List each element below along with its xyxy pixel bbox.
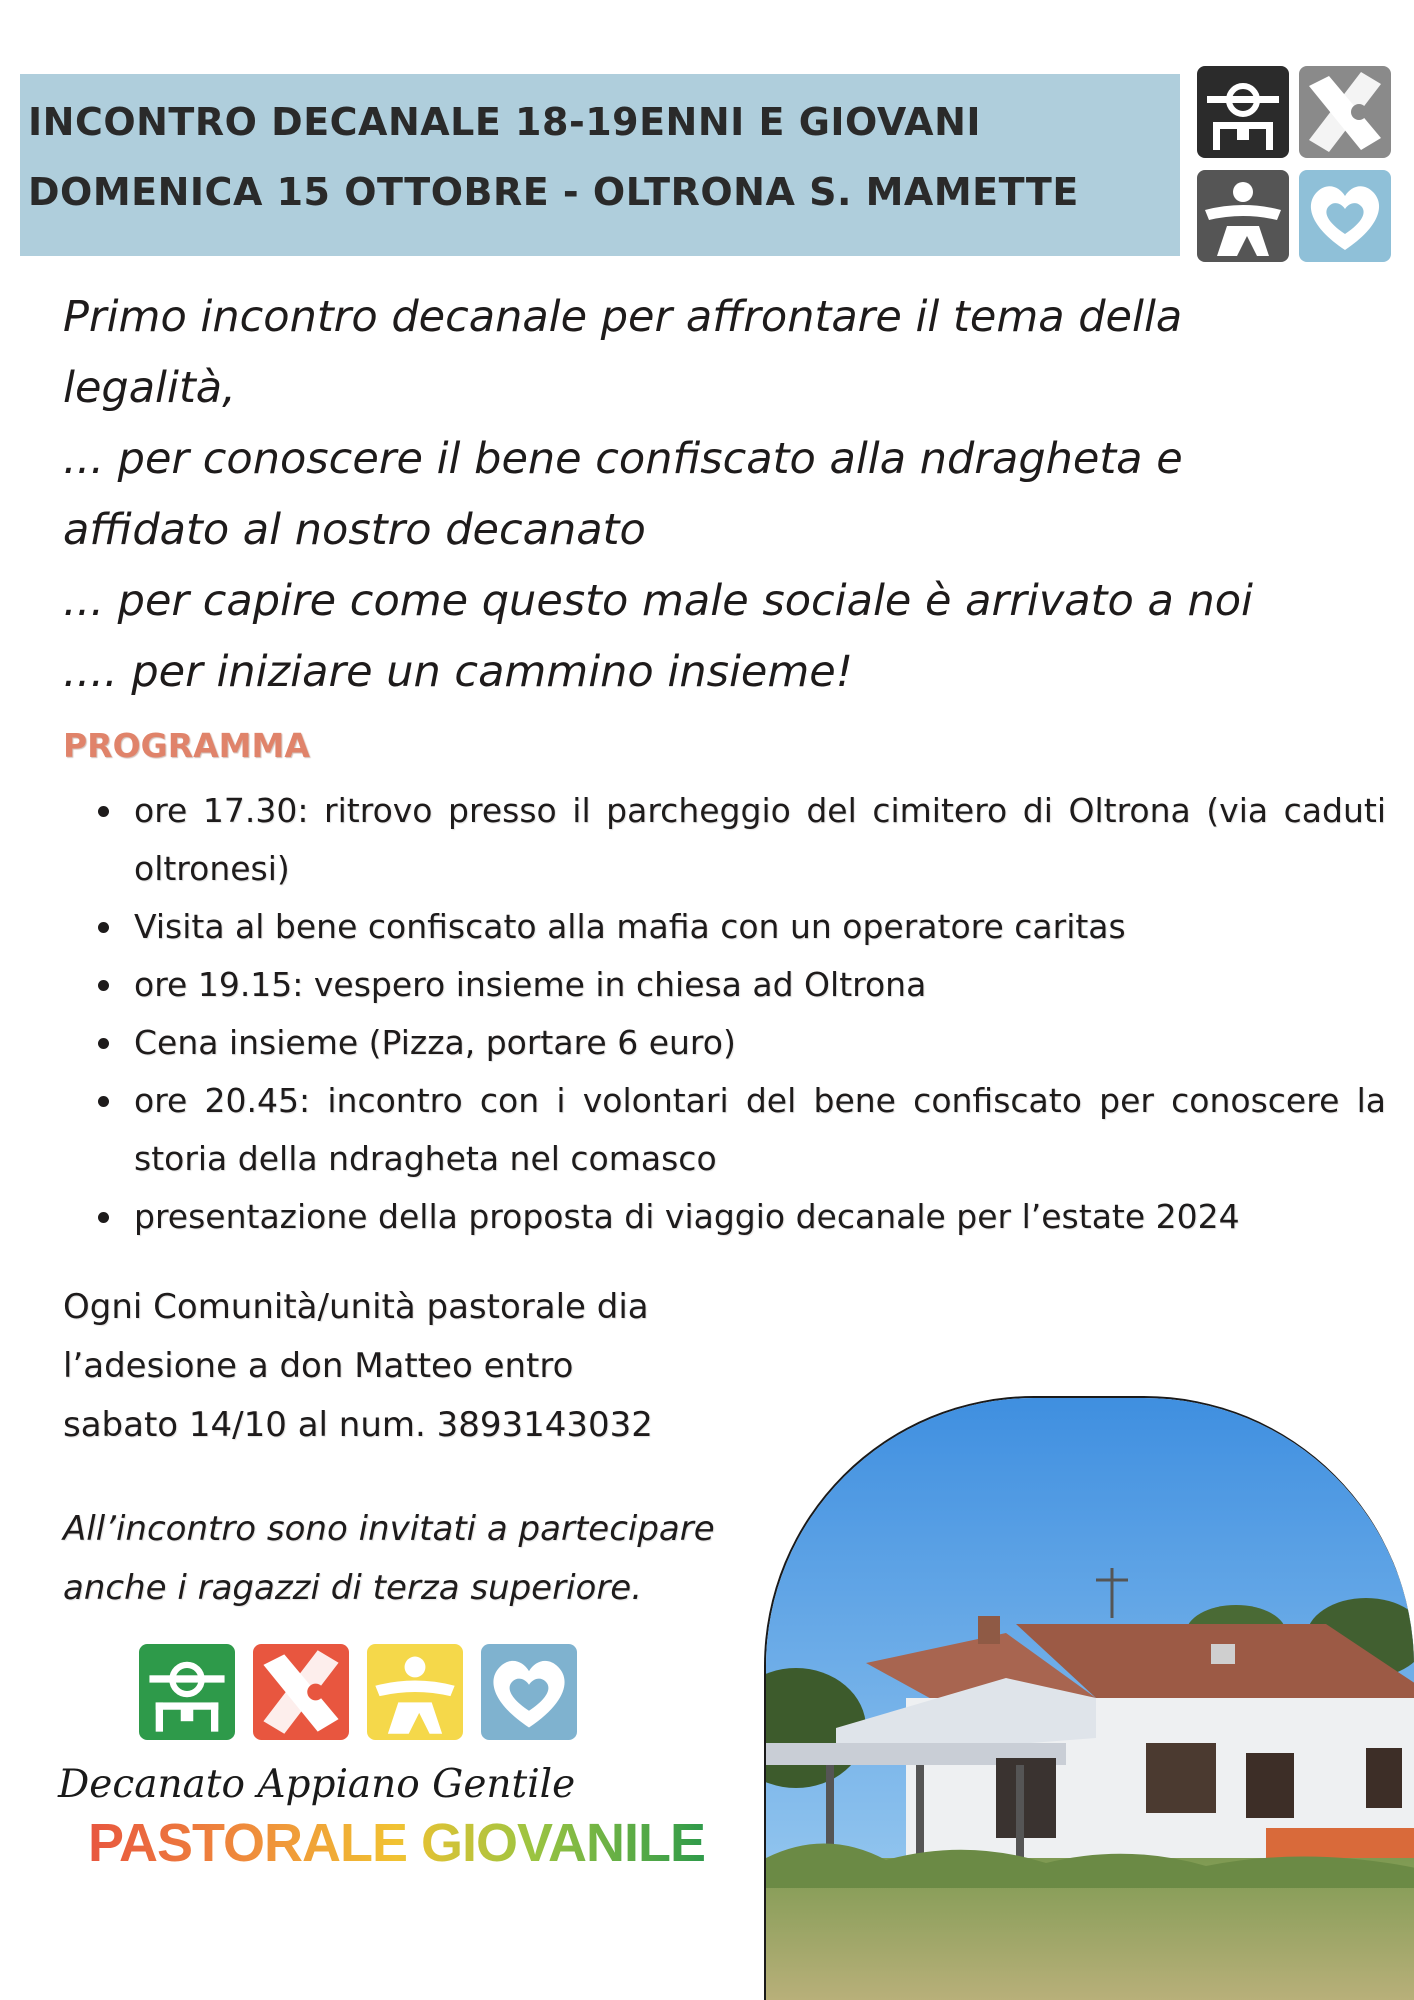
heart-icon <box>1299 170 1391 262</box>
registration-line: Ogni Comunità/unità pastorale dia <box>63 1287 649 1327</box>
bullet-icon <box>98 1096 109 1107</box>
header-title-line-2: DOMENICA 15 OTTOBRE - OLTRONA S. MAMETTE <box>28 170 1079 214</box>
header-title-line-1: INCONTRO DECANALE 18-19ENNI E GIOVANI <box>28 100 982 144</box>
program-item <box>88 1014 1386 1072</box>
bullet-icon <box>98 1212 109 1223</box>
programma-heading: PROGRAMMA <box>63 726 310 765</box>
registration-info <box>63 1278 653 1455</box>
registration-line: l’adesione a don Matteo entro <box>63 1346 574 1386</box>
house-photo <box>764 1396 1414 2000</box>
bullet-icon <box>98 980 109 991</box>
program-item-text: ore 19.15: vespero insieme in chiesa ad Oltrona <box>134 965 927 1004</box>
intro-line: ... per conoscere il bene confiscato alla ndragheta e <box>63 434 1183 484</box>
program-list <box>88 782 1386 1246</box>
program-item-text: ore 20.45: incontro con i volontari del bene confiscato per conoscere la storia della ndragheta nel comasco <box>134 1081 1386 1178</box>
header-logo-grid <box>1197 66 1391 264</box>
pastorale-giovanile-title: PASTORALE GIOVANILE <box>88 1813 706 1873</box>
heart-icon <box>480 1644 578 1740</box>
church-icon <box>138 1644 236 1740</box>
people-icon <box>366 1644 464 1740</box>
program-item <box>88 898 1386 956</box>
program-item <box>88 1072 1386 1188</box>
cross-icon <box>1299 66 1391 158</box>
intro-line: .... per iniziare un cammino insieme! <box>63 647 853 697</box>
program-item-text: presentazione della proposta di viaggio decanale per l’estate 2024 <box>134 1197 1240 1236</box>
intro-line: ... per capire come questo male sociale è arrivato a noi <box>63 576 1253 626</box>
invitation-line: anche i ragazzi di terza superiore. <box>63 1568 643 1608</box>
cross-icon <box>252 1644 350 1740</box>
intro-line: legalità, <box>63 363 236 413</box>
invitation-line: All’incontro sono invitati a partecipare <box>63 1509 715 1549</box>
pastorale-giovanile-logo <box>40 1632 706 1892</box>
bullet-icon <box>98 1038 109 1049</box>
decanato-signature: Decanato Appiano Gentile <box>58 1762 576 1807</box>
bullet-icon <box>98 922 109 933</box>
registration-line: sabato 14/10 al num. 3893143032 <box>63 1405 653 1445</box>
program-item <box>88 1188 1386 1246</box>
invitation-note <box>63 1500 715 1618</box>
bullet-icon <box>98 806 109 817</box>
program-item-text: ore 17.30: ritrovo presso il parcheggio del cimitero di Oltrona (via caduti oltronesi) <box>134 791 1386 888</box>
program-item-text: Cena insieme (Pizza, portare 6 euro) <box>134 1023 736 1062</box>
program-item <box>88 782 1386 898</box>
intro-line: Primo incontro decanale per affrontare il tema della <box>63 292 1183 342</box>
program-item-text: Visita al bene confiscato alla mafia con un operatore caritas <box>134 907 1126 946</box>
program-item <box>88 956 1386 1014</box>
intro-line: affidato al nostro decanato <box>63 505 646 555</box>
church-icon <box>1197 66 1289 158</box>
intro-text <box>63 282 1313 708</box>
house-with-red-tiled-roof-icon <box>766 1398 1414 2000</box>
people-icon <box>1197 170 1289 262</box>
